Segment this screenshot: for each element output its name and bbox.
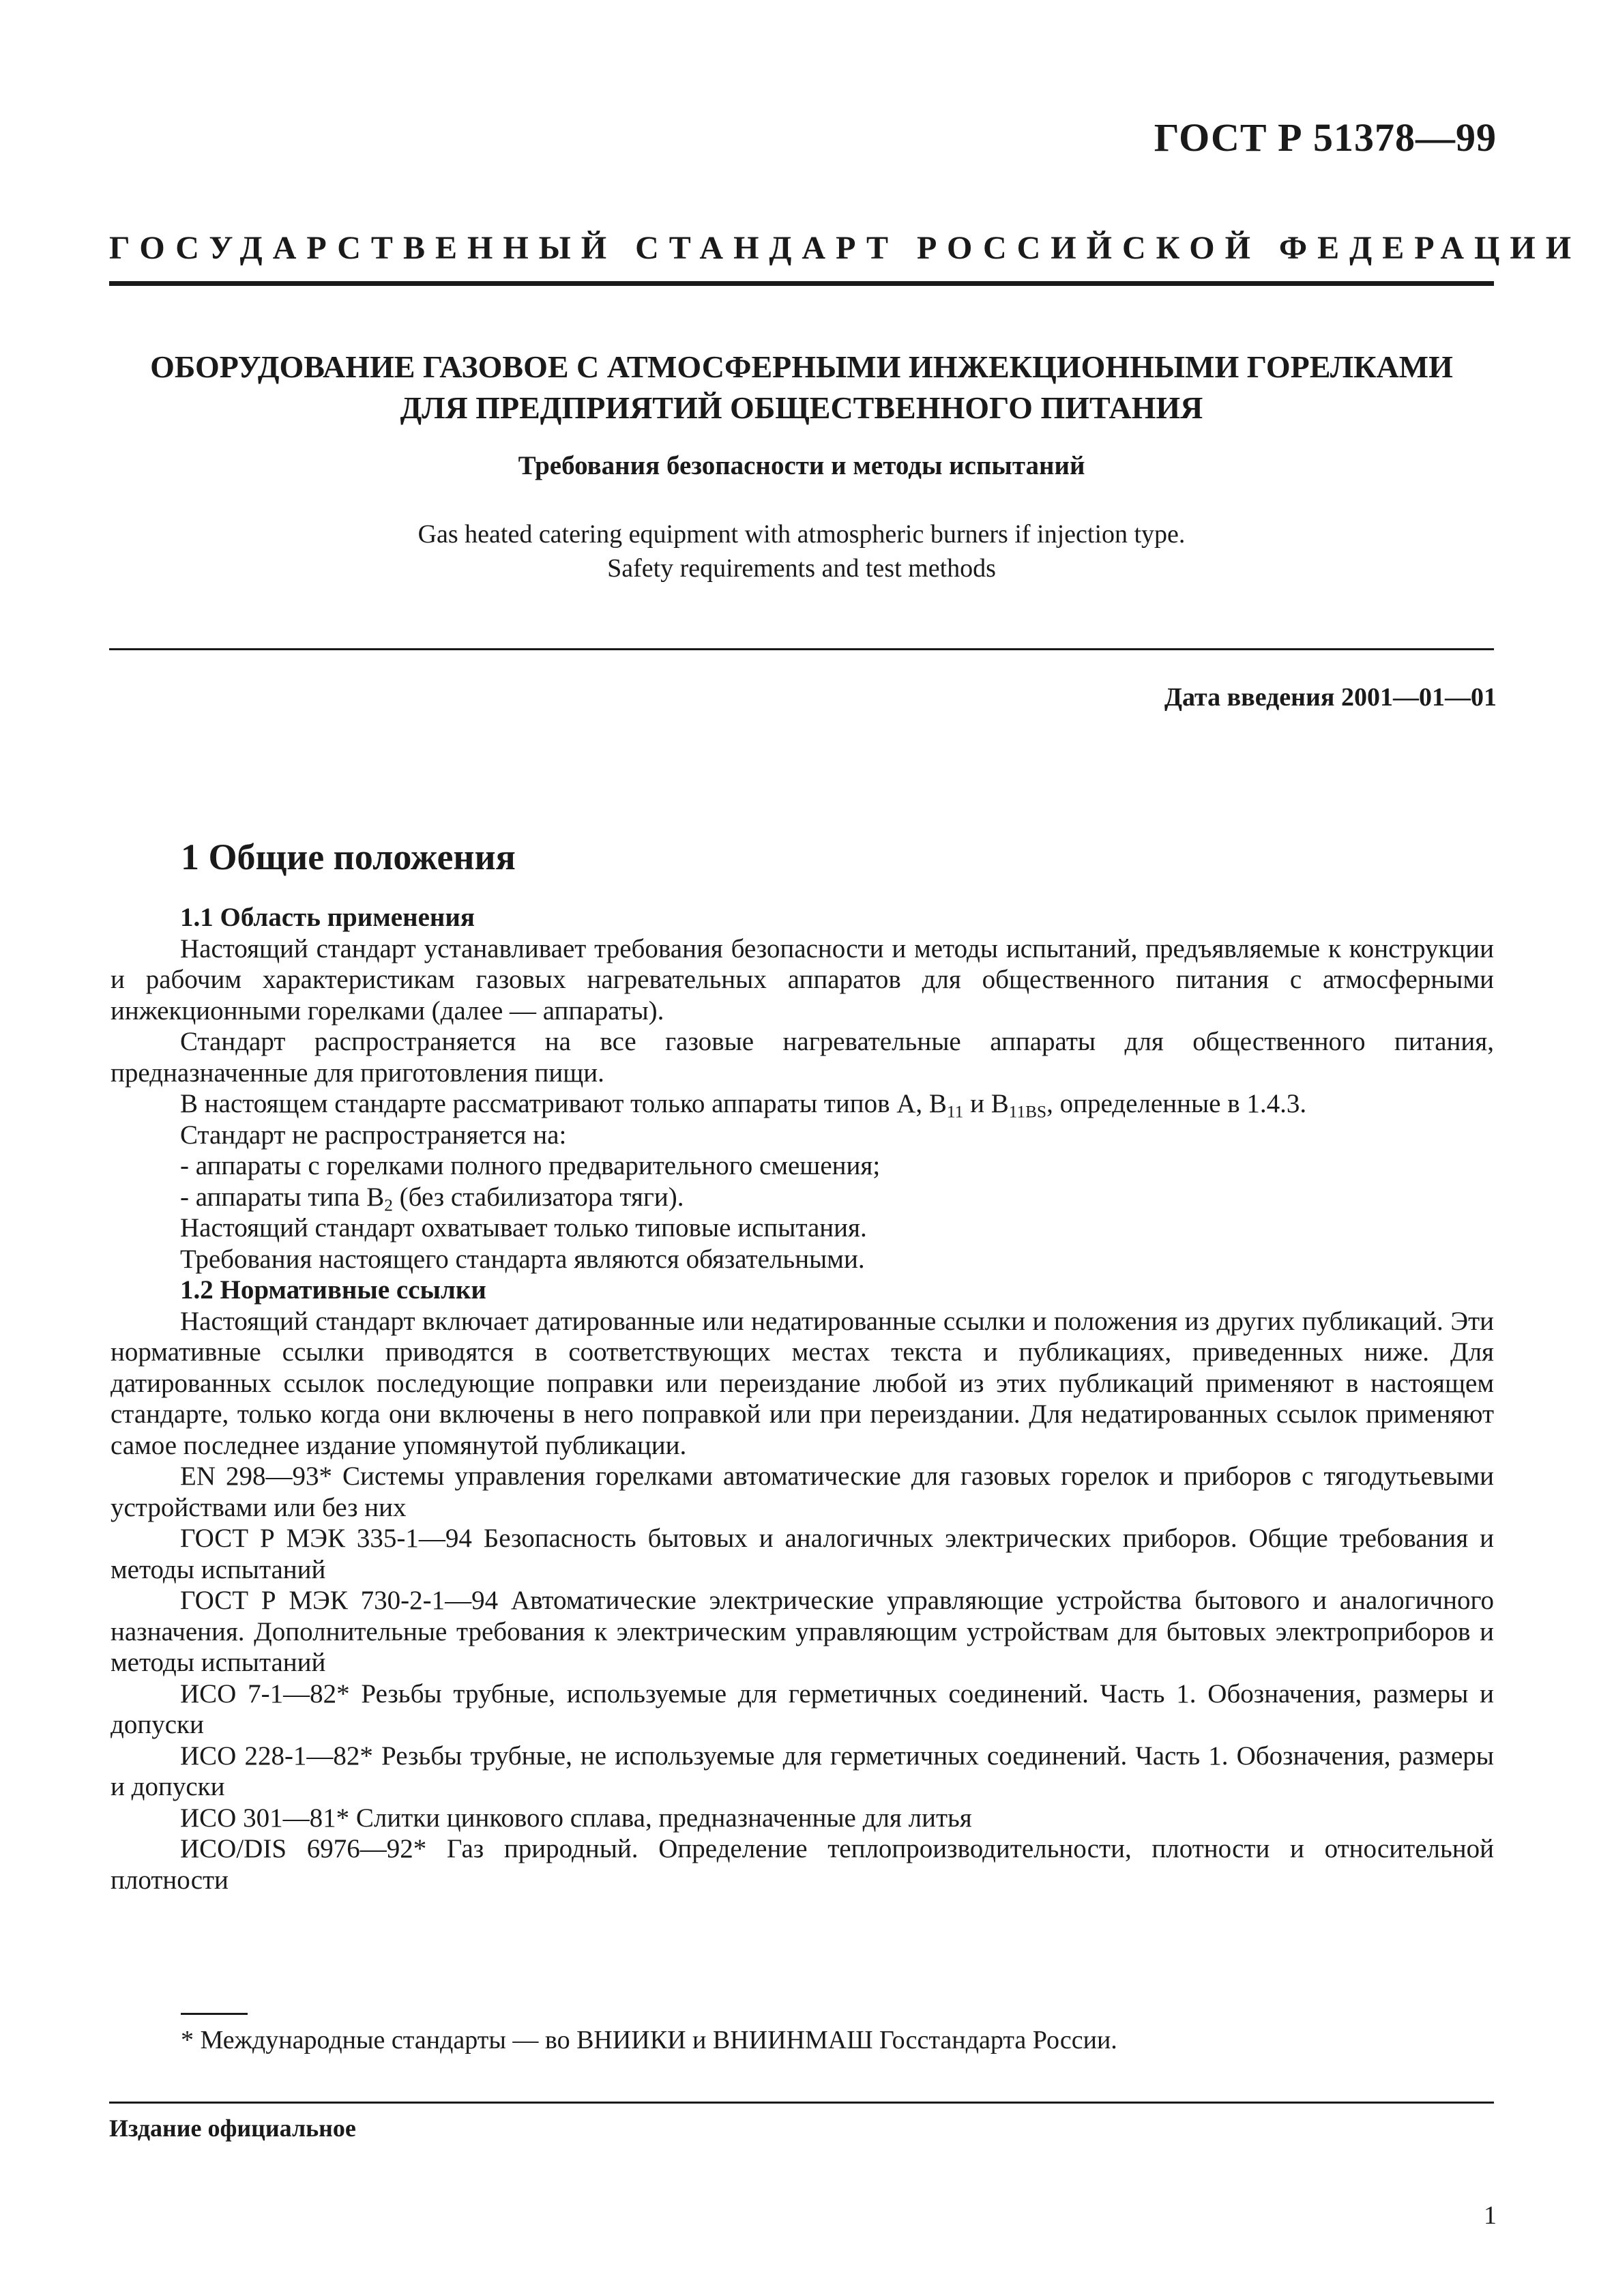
clause-1-1-heading: 1.1 Область применения	[180, 903, 475, 932]
clause-1-2-heading: 1.2 Нормативные ссылки	[180, 1275, 486, 1305]
footnote-divider	[181, 2013, 248, 2015]
page-number: 1	[1484, 2201, 1497, 2230]
exclusion-item: - аппараты с горелками полного предварительного смешения;	[180, 1151, 881, 1180]
introduction-date: Дата введения 2001—01—01	[1164, 683, 1497, 712]
exclusion-subscript: 2	[384, 1195, 393, 1215]
normative-reference: ГОСТ Р МЭК 335-1—94 Безопасность бытовых и аналогичных электрических приборов. Общие требования и методы испытаний	[111, 1524, 1494, 1584]
clause-1-1-paragraph-types	[111, 1088, 1494, 1120]
clause-1-2-paragraph: Настоящий стандарт включает датированные или недатированные ссылки и положения из других публикаций. Эти нормативные ссылки приводятся в соответствующих местах текста и публикациях, приведенных ниже. Для датированных ссылок последующие поправки или переиздание любой из этих публикаций применяют в настоящем стандарте, только когда они включены в него поправкой или при переиздании. Для недатированных ссылок применяют самое последнее издание упомянутой публикации.	[111, 1306, 1494, 1460]
types-subscript-1: 11	[946, 1102, 964, 1122]
document-body	[111, 902, 1494, 1895]
footnote: * Международные стандарты — во ВНИИКИ и ВНИИНМАШ Госстандарта России.	[181, 2026, 1117, 2054]
types-subscript-2: 11BS	[1008, 1102, 1047, 1122]
clause-1-1-paragraph: Стандарт распространяется на все газовые нагревательные аппараты для общественного питания, предназначенные для приготовления пищи.	[111, 1027, 1494, 1088]
normative-reference: ИСО 301—81* Слитки цинкового сплава, предназначенные для литья	[180, 1803, 972, 1833]
exclusion-item	[111, 1182, 1494, 1213]
normative-reference: ГОСТ Р МЭК 730-2-1—94 Автоматические электрические управляющие устройства бытового и аналогичного назначения. Дополнительные требования к электрическим управляющим устройствам для бытовых электроприборов и методы испытаний	[111, 1586, 1494, 1677]
clause-1-1-paragraph: Настоящий стандарт устанавливает требования безопасности и методы испытаний, предъявляемые к конструкции и рабочим характеристикам газовых нагревательных аппаратов для общественного питания с атмосферными инжекционными горелками (далее — аппараты).	[111, 933, 1494, 1026]
types-text-c: , определенные в 1.4.3.	[1046, 1089, 1307, 1118]
normative-reference: ИСО 7-1—82* Резьбы трубные, используемые для герметичных соединений. Часть 1. Обозначения, размеры и допуски	[111, 1679, 1494, 1739]
english-title-line-1: Gas heated catering equipment with atmospheric burners if injection type.	[417, 520, 1186, 549]
footer-rule	[109, 2102, 1494, 2104]
section-heading: 1 Общие положения	[181, 837, 516, 877]
title-line-1: ОБОРУДОВАНИЕ ГАЗОВОЕ С АТМОСФЕРНЫМИ ИНЖЕКЦИОННЫМИ ГОРЕЛКАМИ	[150, 349, 1453, 384]
normative-reference: ИСО/DIS 6976—92* Газ природный. Определение теплопроизводительности, плотности и относительной плотности	[111, 1834, 1494, 1895]
types-text-b: и В	[963, 1089, 1009, 1118]
normative-reference: EN 298—93* Системы управления горелками автоматические для газовых горелок и приборов с тягодутьевыми устройствами или без них	[111, 1462, 1494, 1522]
clause-1-1-paragraph: Стандарт не распространяется на:	[180, 1120, 567, 1150]
english-title-line-2: Safety requirements and test methods	[607, 554, 996, 583]
document-title	[109, 347, 1494, 428]
types-text-a: В настоящем стандарте рассматривают только аппараты типов А, В	[180, 1089, 947, 1118]
state-standard-heading: ГОСУДАРСТВЕННЫЙ СТАНДАРТ РОССИЙСКОЙ ФЕДЕРАЦИИ	[109, 230, 1582, 266]
header-rule	[109, 281, 1494, 286]
document-subtitle: Требования безопасности и методы испытаний	[518, 451, 1085, 480]
exclusion-text-a: - аппараты типа В	[180, 1182, 385, 1212]
gost-number: ГОСТ Р 51378—99	[1154, 115, 1497, 160]
edition-label: Издание официальное	[109, 2115, 356, 2142]
clause-1-1-paragraph: Требования настоящего стандарта являются обязательными.	[180, 1244, 865, 1274]
exclusion-text-b: (без стабилизатора тяги).	[392, 1182, 684, 1212]
normative-reference: ИСО 228-1—82* Резьбы трубные, не используемые для герметичных соединений. Часть 1. Обозначения, размеры и допуски	[111, 1741, 1494, 1801]
clause-1-1-paragraph: Настоящий стандарт охватывает только типовые испытания.	[180, 1213, 867, 1243]
title-line-2: ДЛЯ ПРЕДПРИЯТИЙ ОБЩЕСТВЕННОГО ПИТАНИЯ	[400, 390, 1203, 425]
english-title	[109, 517, 1494, 585]
title-rule	[109, 648, 1494, 650]
